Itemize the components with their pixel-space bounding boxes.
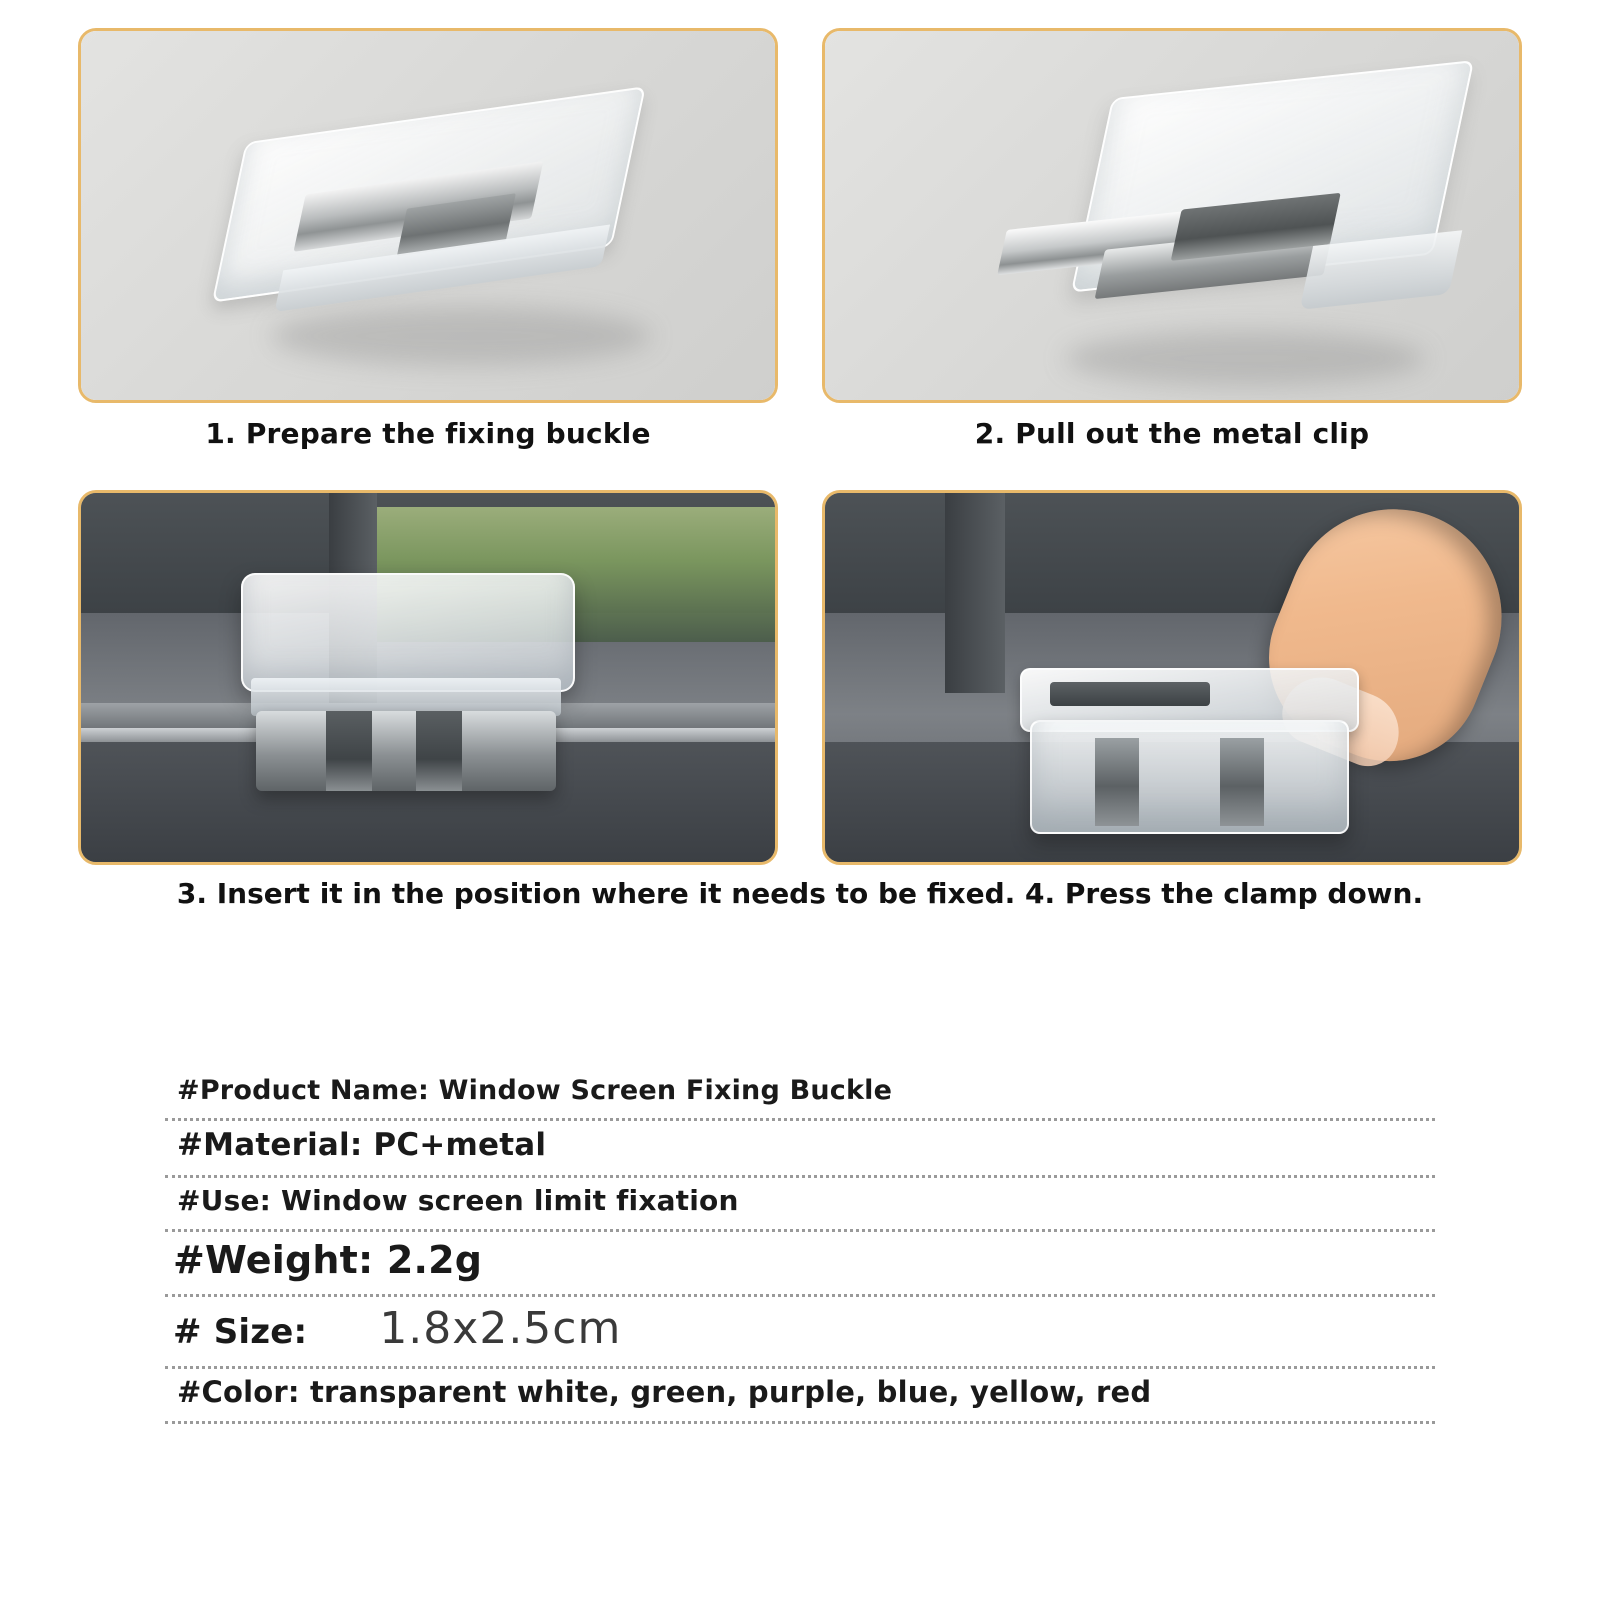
spec-product-name: #Product Name: Window Screen Fixing Buckle: [177, 1075, 893, 1106]
buckle-clear-body: [1030, 720, 1349, 834]
spec-row-product-name: [165, 1075, 1435, 1121]
spec-row-color: [165, 1369, 1435, 1424]
photo-metal-clip-pulled-out: [822, 28, 1522, 403]
steps-row-2-captions: [0, 877, 1600, 910]
step-2: [822, 28, 1522, 450]
step-1: [78, 28, 778, 450]
spec-size-value: 1.8x2.5cm: [379, 1303, 622, 1354]
buckle-illustration: [1020, 668, 1365, 843]
buckle-metal-band-2: [1220, 738, 1264, 826]
buckle-illustration: [231, 573, 571, 808]
buckle-illustration: [987, 62, 1483, 380]
steps-section: [0, 28, 1600, 910]
photo-insert-on-window-rail: [78, 490, 778, 865]
spec-row-size: [165, 1297, 1435, 1369]
buckle-clear-cap: [241, 573, 575, 692]
buckle-top-dark-strip: [1050, 682, 1210, 706]
window-scene: [81, 493, 775, 862]
spec-row-use: [165, 1178, 1435, 1232]
step-1-caption: 1. Prepare the fixing buckle: [205, 417, 651, 450]
spec-row-weight: [165, 1232, 1435, 1297]
spec-use: #Use: Window screen limit fixation: [177, 1184, 739, 1217]
photo-fixing-buckle-flat: [78, 28, 778, 403]
buckle-metal-band-1: [1095, 738, 1139, 826]
spec-weight: #Weight: 2.2g: [173, 1238, 483, 1282]
window-frame-vertical: [945, 493, 1005, 693]
spec-row-material: [165, 1121, 1435, 1178]
spec-size-label: # Size:: [173, 1312, 308, 1352]
buckle-metal-jaw: [256, 711, 556, 791]
buckle-metal-band-1: [326, 711, 372, 791]
photo-press-clamp-down: [822, 490, 1522, 865]
step-3: [78, 490, 778, 865]
step-3-4-caption: 3. Insert it in the position where it needs to be fixed. 4. Press the clamp down.: [176, 877, 1424, 910]
window-scene: [825, 493, 1519, 862]
steps-row-2: [0, 490, 1600, 865]
buckle-metal-band-2: [416, 711, 462, 791]
step-4: [822, 490, 1522, 865]
step-2-caption: 2. Pull out the metal clip: [974, 417, 1370, 450]
specification-table: [165, 1075, 1435, 1424]
steps-row-1: [0, 28, 1600, 450]
spec-color: #Color: transparent white, green, purple, blue, yellow, red: [177, 1375, 1152, 1409]
spec-material: #Material: PC+metal: [177, 1127, 547, 1163]
